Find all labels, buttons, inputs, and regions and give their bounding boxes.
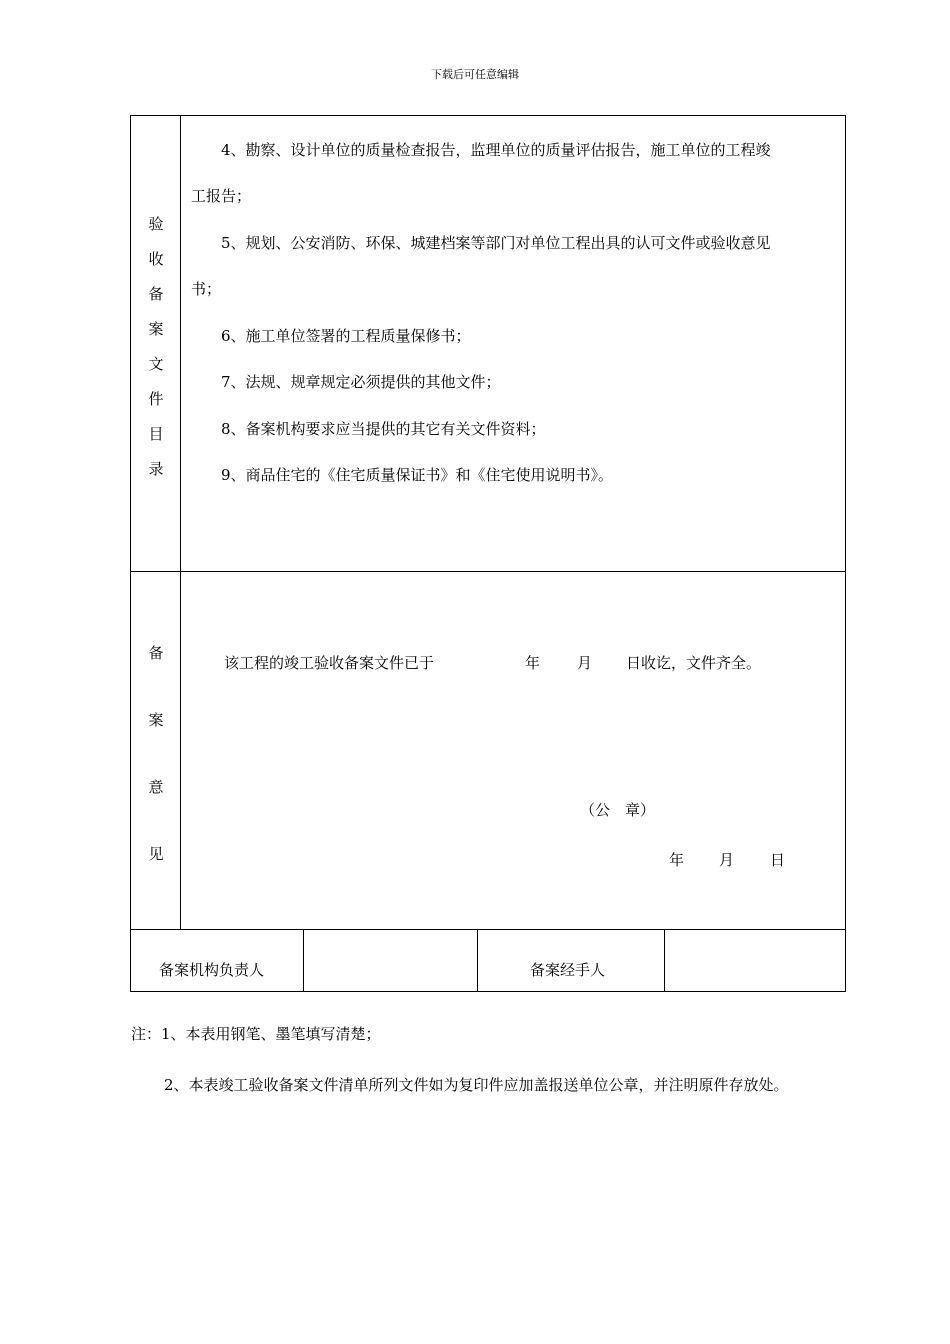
document-item-4: 4、勘察、设计单位的质量检查报告，监理单位的质量评估报告，施工单位的工程竣: [221, 141, 771, 159]
row-divider-2: [131, 929, 845, 930]
note-1: 注：1、本表用钢笔、墨笔填写清楚；: [131, 1025, 381, 1043]
agency-head-label: 备案机构负责人: [159, 961, 265, 979]
document-item-9: 9、商品住宅的《住宅质量保证书》和《住宅使用说明书》。: [221, 466, 614, 484]
label-char: 录: [148, 460, 164, 478]
footer-divider-3: [664, 929, 665, 991]
handler-field[interactable]: [666, 931, 844, 989]
filing-form-table: [130, 115, 846, 992]
footer-divider-2: [477, 929, 478, 991]
label-char: 件: [148, 390, 164, 408]
document-item-5: 5、规划、公安消防、环保、城建档案等部门对单位工程出具的认可文件或验收意见: [221, 234, 771, 252]
label-char: 收: [148, 250, 164, 268]
signature-year-label: 年: [669, 851, 685, 869]
filing-month-label: 月: [577, 654, 593, 672]
signature-day-label: 日: [770, 851, 786, 869]
note-2: 2、本表竣工验收备案文件清单所列文件如为复印件应加盖报送单位公章，并注明原件存放处。: [164, 1076, 789, 1094]
label-char: 目: [148, 425, 164, 443]
document-item-6: 6、施工单位签署的工程质量保修书；: [221, 327, 471, 345]
filing-day-suffix: 日收讫，文件齐全。: [626, 654, 762, 672]
label-char: 案: [148, 711, 164, 729]
document-item-8: 8、备案机构要求应当提供的其它有关文件资料；: [221, 420, 546, 438]
document-item-7: 7、法规、规章规定必须提供的其他文件；: [221, 373, 501, 391]
label-char: 备: [148, 285, 164, 303]
filing-statement-prefix: 该工程的竣工验收备案文件已于: [224, 654, 435, 672]
document-item-5-continued: 书；: [191, 280, 222, 298]
label-char: 备: [148, 644, 164, 662]
label-char: 验: [148, 215, 164, 233]
filing-year-label: 年: [525, 654, 541, 672]
agency-head-field[interactable]: [305, 931, 475, 989]
label-char: 意: [148, 778, 164, 796]
page-header: 下载后可任意编辑: [431, 68, 519, 81]
label-char: 见: [148, 845, 164, 863]
label-char: 案: [148, 320, 164, 338]
signature-month-label: 月: [719, 851, 735, 869]
row-divider-1: [131, 571, 845, 572]
section2-vertical-label: [131, 646, 181, 914]
footer-divider-1: [303, 929, 304, 991]
document-item-4-continued: 工报告；: [191, 187, 252, 205]
section1-vertical-label: [131, 217, 181, 497]
label-char: 文: [148, 355, 164, 373]
official-seal-label: （公 章）: [580, 801, 656, 819]
handler-label: 备案经手人: [530, 961, 606, 979]
